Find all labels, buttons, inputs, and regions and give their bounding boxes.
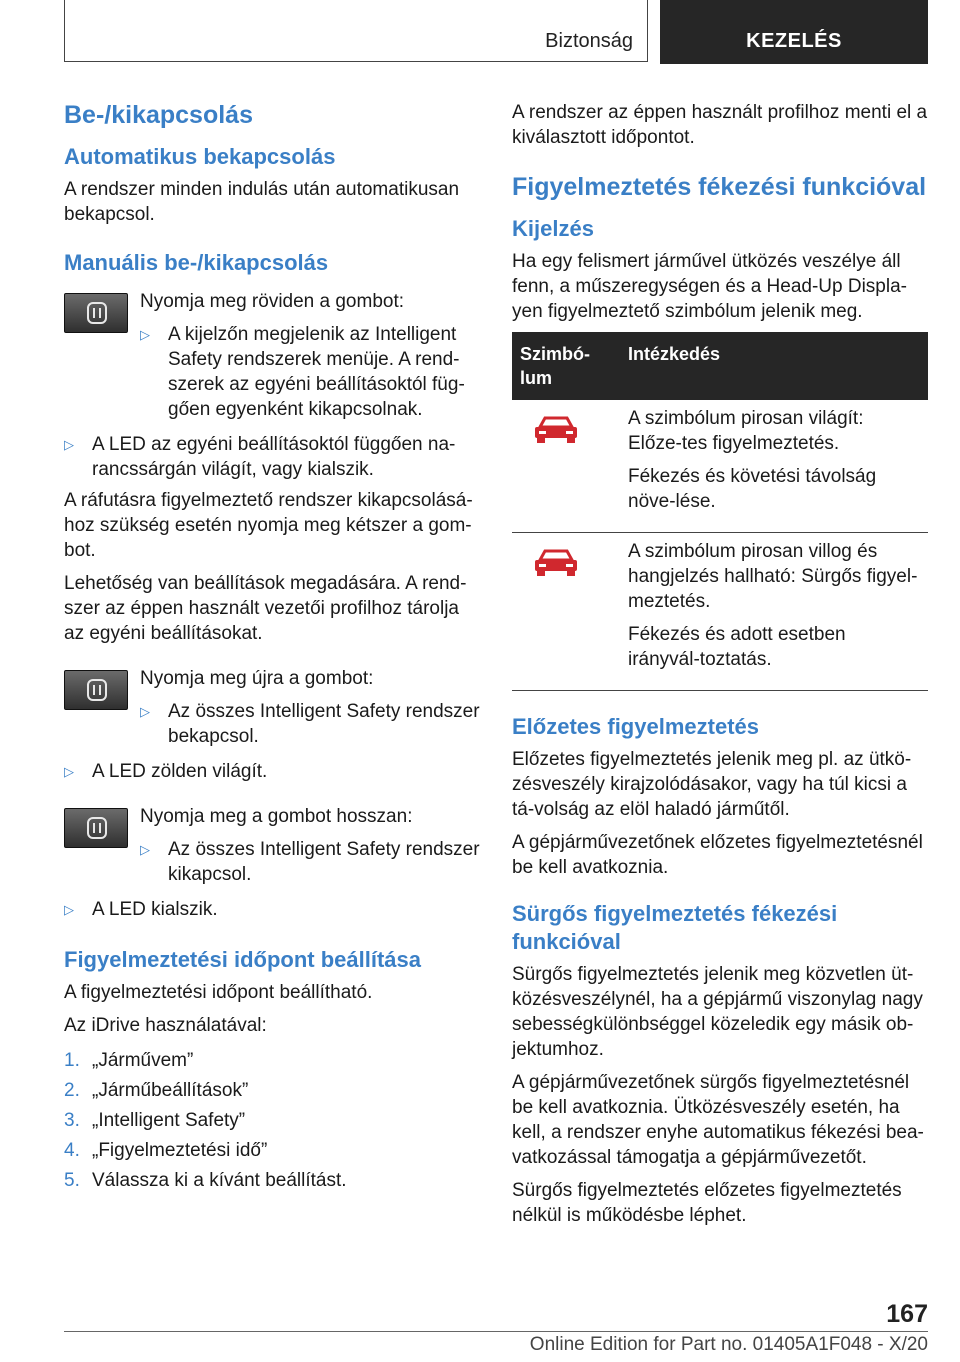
heading-display: Kijelzés — [512, 216, 594, 241]
paragraph-urgent-3: Sürgős figyelmeztetés előzetes figyelmeztetés nélkül is működésbe léphet. — [512, 1180, 902, 1226]
chapter-tab — [660, 0, 928, 64]
list-item — [64, 432, 480, 482]
press-again-text: Nyomja meg újra a gombot: — [140, 668, 374, 689]
list-item — [64, 897, 480, 922]
press-long-text: Nyomja meg a gombot hosszan: — [140, 806, 413, 827]
bullet-text: Az összes Intelligent Safety rendszer bekapcsol. — [168, 701, 480, 747]
section-title: Biztonság — [545, 30, 633, 52]
heading-urgent-warning: Sürgős figyelmeztetés fékezési funkcióval — [512, 901, 838, 954]
list-item: 4. „Figyelmeztetési idő” — [64, 1140, 268, 1161]
row-text-b: Fékezés és adott esetben irányvál-toztatás. — [628, 624, 846, 670]
bullet-text: A LED az egyéni beállításoktól függően na-rancssárgán világít, vagy kialszik. — [92, 434, 456, 480]
section-tab — [64, 0, 648, 62]
paragraph-time-2: Az iDrive használatával: — [64, 1015, 267, 1036]
heading-brake-warning: Figyelmeztetés fékezési funkcióval — [512, 173, 927, 201]
table-row — [512, 400, 928, 533]
paragraph-display: Ha egy felismert járművel ütközés veszélye áll fenn, a műszeregységen és a Head-Up Displa-yen figyelmeztető szimbólum jelenik meg. — [512, 251, 907, 322]
table-header-action: Intézkedés — [620, 332, 928, 400]
list-item: 1. „Járművem” — [64, 1050, 194, 1071]
paragraph-saved: A rendszer az éppen használt profilhoz menti el a kiválasztott időpontot. — [512, 102, 928, 148]
heading-pre-warning: Előzetes figyelmeztetés — [512, 714, 759, 739]
table-row — [512, 533, 928, 691]
paragraph-urgent-1: Sürgős figyelmeztetés jelenik meg közvetlen üt-közésveszélynél, ha a gépjármű viszonylag nagy sebességkülönbséggel közeledik egy másik ob-jektumhoz. — [512, 964, 923, 1060]
page-header — [64, 0, 928, 64]
heading-manual: Manuális be-/kikapcsolás — [64, 250, 329, 275]
triangle-bullet-icon: ▷ — [140, 327, 150, 342]
press-short-text: Nyomja meg röviden a gombot: — [140, 291, 405, 312]
bullet-text: A LED kialszik. — [92, 899, 218, 920]
heading-auto: Automatikus bekapcsolás — [64, 144, 336, 169]
list-item: 2. „Járműbeállítások” — [64, 1080, 249, 1101]
steps-list — [64, 1046, 480, 1196]
row-text-a: A szimbólum pirosan villog és hangjelzés hallható: Sürgős figyel-meztetés. — [628, 541, 918, 612]
paragraph-pre-2: A gépjárművezetőnek előzetes figyelmeztetésnél be kell avatkoznia. — [512, 832, 923, 878]
edition-text: Online Edition for Part no. 01405A1F048 - X/20 — [529, 1334, 928, 1355]
list-item — [140, 322, 480, 422]
triangle-bullet-icon: ▷ — [64, 902, 74, 917]
paragraph-time-1: A figyelmeztetési időpont beállítható. — [64, 982, 373, 1003]
right-column — [512, 100, 928, 1236]
row-text-b: Fékezés és követési távolság növe-lése. — [628, 466, 877, 512]
heading-onoff: Be-/kikapcsolás — [64, 101, 253, 129]
bullet-text: Az összes Intelligent Safety rendszer kikapcsol. — [168, 839, 480, 885]
list-item — [140, 699, 480, 749]
press-short-row — [64, 289, 480, 428]
symbol-table — [512, 332, 928, 691]
list-item: 5. Válassza ki a kívánt beállítást. — [64, 1170, 347, 1191]
list-item: 3. „Intelligent Safety” — [64, 1110, 246, 1131]
paragraph-pre-1: Előzetes figyelmeztetés jelenik meg pl. az ütkö-zésveszély kirajzolódásakor, vagy ha túl kicsi a tá-volság az elöl haladó járműtől. — [512, 749, 912, 820]
table-header-symbol: Szimbó-lum — [512, 332, 620, 400]
bullet-text: A LED zölden világít. — [92, 761, 268, 782]
triangle-bullet-icon: ▷ — [140, 842, 150, 857]
paragraph-auto: A rendszer minden indulás után automatikusan bekapcsol. — [64, 179, 460, 225]
safety-button-icon — [64, 808, 128, 848]
list-item — [64, 759, 480, 784]
page-number: 167 — [886, 1300, 928, 1328]
triangle-bullet-icon: ▷ — [140, 704, 150, 719]
chapter-title: KEZELÉS — [746, 30, 842, 52]
bullet-text: A kijelzőn megjelenik az Intelligent Safety rendszerek menüje. A rend-szerek az egyéni beállításoktól füg-gően egyenként kikapcsolnak. — [168, 324, 465, 420]
press-long-row — [64, 804, 480, 893]
triangle-bullet-icon: ▷ — [64, 437, 74, 452]
paragraph-warning: A ráfutásra figyelmeztető rendszer kikapcsolásá-hoz szükség esetén nyomja meg kétszer a gom-bot. — [64, 490, 473, 561]
car-warning-icon — [532, 547, 580, 577]
paragraph-urgent-2: A gépjárművezetőnek sürgős figyelmeztetésnél be kell avatkoznia. Ütközésveszély esetén, ha kell, a rendszer enyhe automatikus fékezési bea-vatkozással támogatja a gépjárművezetőt. — [512, 1072, 924, 1168]
safety-button-icon — [64, 293, 128, 333]
paragraph-settings: Lehetőség van beállítások megadására. A rend-szer az éppen használt vezetői profilhoz tárolja az egyéni beállításokat. — [64, 573, 467, 644]
heading-warning-time: Figyelmeztetési időpont beállítása — [64, 947, 421, 972]
triangle-bullet-icon: ▷ — [64, 764, 74, 779]
left-column — [64, 100, 480, 1196]
footer-divider — [64, 1331, 928, 1332]
press-again-row — [64, 666, 480, 755]
row-text-a: A szimbólum pirosan világít: Előze-tes figyelmeztetés. — [628, 408, 864, 454]
list-item — [140, 837, 480, 887]
car-warning-icon — [532, 414, 580, 444]
safety-button-icon — [64, 670, 128, 710]
